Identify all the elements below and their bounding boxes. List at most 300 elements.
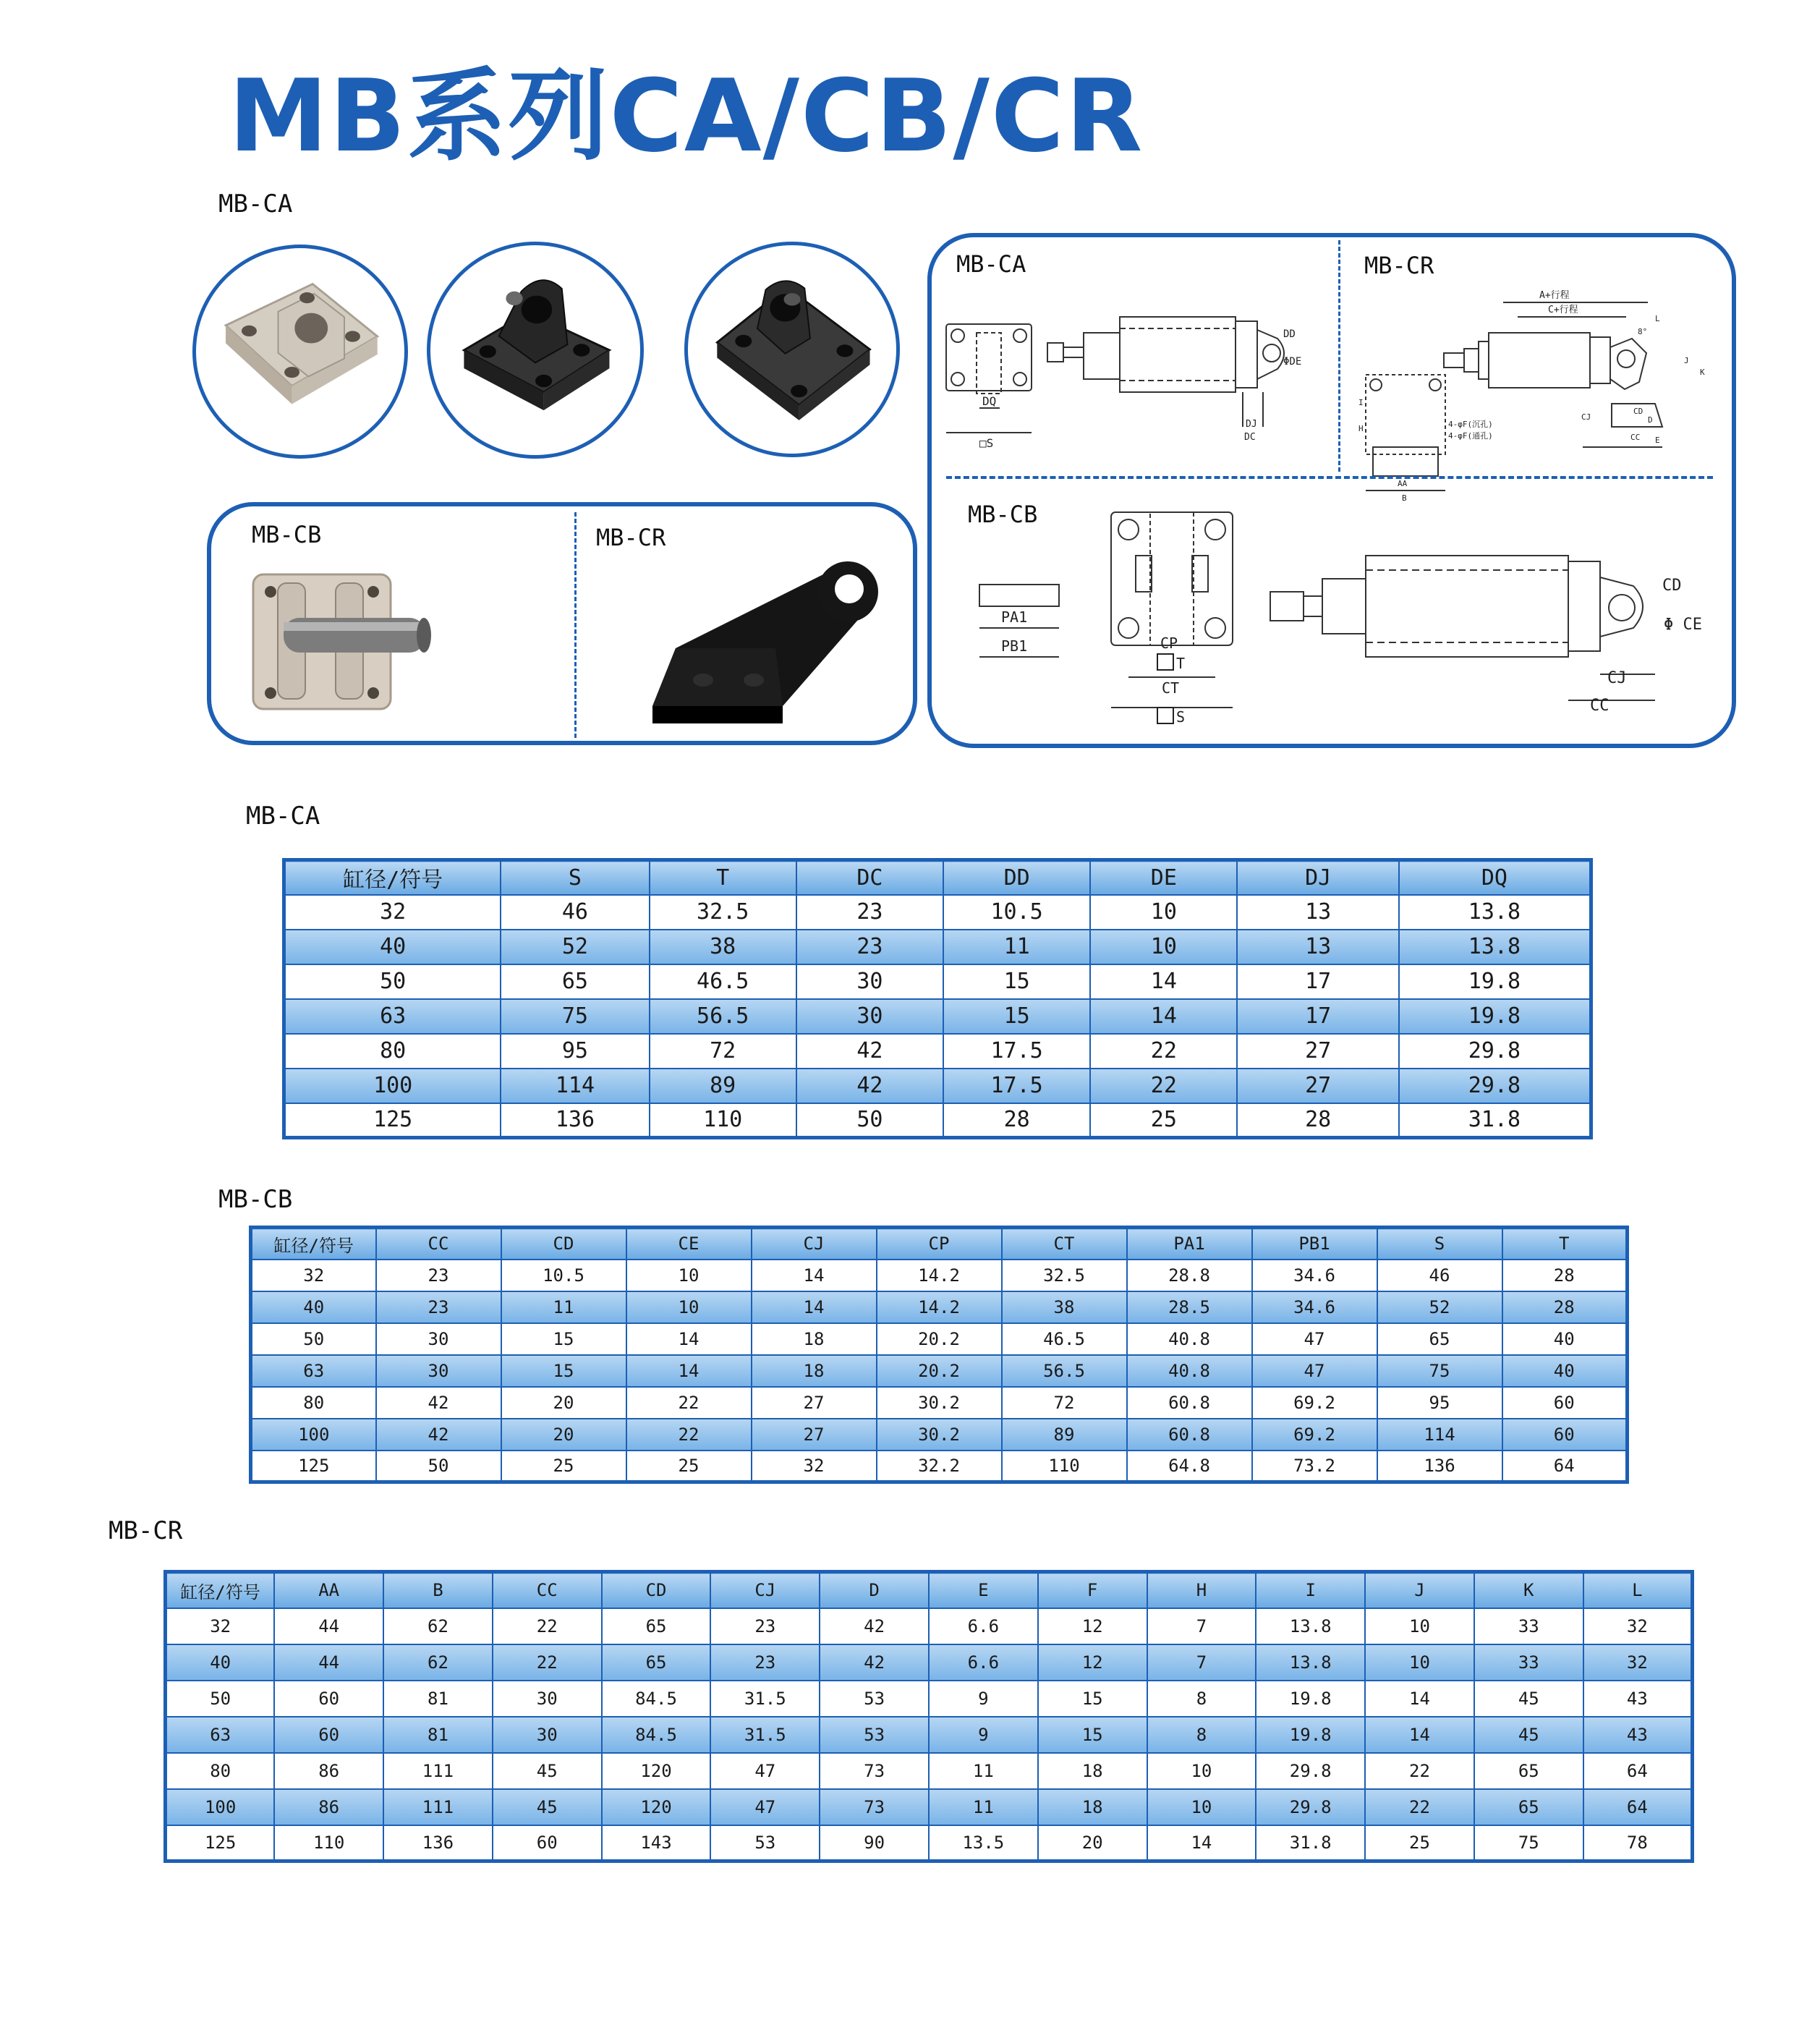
- drawing-panel-divider-v: [1338, 240, 1340, 472]
- table-cell: 89: [650, 1069, 796, 1103]
- table-cell: 13.8: [1256, 1644, 1365, 1681]
- table-cell: 23: [710, 1644, 820, 1681]
- table-cell: 27: [752, 1419, 877, 1451]
- column-header: E: [929, 1572, 1038, 1608]
- bore-size-cell: 32: [284, 895, 501, 930]
- bore-size-cell: 50: [166, 1681, 275, 1717]
- table-cell: 52: [1377, 1291, 1502, 1323]
- ca-s-text: □S: [979, 436, 994, 450]
- drawing-cb-label: MB-CB: [968, 501, 1038, 528]
- column-header: DD: [943, 860, 1090, 895]
- table-cell: 53: [820, 1681, 929, 1717]
- table-cell: 20: [1038, 1825, 1147, 1861]
- table-row: [251, 1291, 1628, 1323]
- table-cell: 31.5: [710, 1681, 820, 1717]
- table-cell: 10: [1147, 1753, 1256, 1789]
- table-row: [284, 999, 1591, 1034]
- table-cell: 32: [1583, 1608, 1693, 1644]
- bore-size-cell: 63: [166, 1717, 275, 1753]
- column-header: S: [1377, 1228, 1502, 1260]
- table-cell: 18: [1038, 1789, 1147, 1825]
- table-header-row: [251, 1228, 1628, 1260]
- technical-drawings-image: [932, 237, 1732, 744]
- table-row: [251, 1355, 1628, 1387]
- table-cell: 42: [376, 1419, 501, 1451]
- table-cell: 18: [752, 1355, 877, 1387]
- cr-cd-text: CD: [1633, 407, 1643, 416]
- table-cell: 42: [796, 1069, 943, 1103]
- table-cell: 28: [1237, 1103, 1398, 1138]
- table-cell: 27: [1237, 1069, 1398, 1103]
- ca-photo-beige: [192, 245, 408, 459]
- bore-size-cell: 125: [166, 1825, 275, 1861]
- table-cell: 11: [501, 1291, 626, 1323]
- table-cell: 46: [501, 895, 649, 930]
- table-cell: 8: [1147, 1681, 1256, 1717]
- table-row: [166, 1644, 1693, 1681]
- table-cell: 32.5: [1002, 1260, 1127, 1291]
- table-row: [284, 1069, 1591, 1103]
- column-header: 缸径/符号: [284, 860, 501, 895]
- cb-t-text: T: [1176, 655, 1186, 672]
- table-cell: 23: [376, 1291, 501, 1323]
- table-cell: 10: [626, 1291, 752, 1323]
- column-header: 缸径/符号: [166, 1572, 275, 1608]
- table-cell: 32.5: [650, 895, 796, 930]
- table-cell: 23: [710, 1608, 820, 1644]
- table-cell: 9: [929, 1717, 1038, 1753]
- table-cell: 34.6: [1252, 1291, 1377, 1323]
- column-header: T: [1502, 1228, 1628, 1260]
- table-cell: 28: [1502, 1260, 1628, 1291]
- bore-size-cell: 32: [166, 1608, 275, 1644]
- table-cell: 6.6: [929, 1644, 1038, 1681]
- table-cell: 111: [383, 1789, 493, 1825]
- cr-stroke1-text: A+行程: [1539, 290, 1570, 301]
- table-cell: 56.5: [650, 999, 796, 1034]
- table-cell: 136: [383, 1825, 493, 1861]
- table-row: [251, 1419, 1628, 1451]
- table-cell: 81: [383, 1681, 493, 1717]
- table-cell: 17.5: [943, 1069, 1090, 1103]
- table-cell: 78: [1583, 1825, 1693, 1861]
- cb-cp-text: CP: [1160, 634, 1178, 652]
- table-cell: 47: [1252, 1355, 1377, 1387]
- table-cell: 47: [1252, 1323, 1377, 1355]
- column-header: CE: [626, 1228, 752, 1260]
- table-cell: 60: [493, 1825, 602, 1861]
- cb-cj-text: CJ: [1607, 669, 1627, 687]
- table-cell: 30: [493, 1717, 602, 1753]
- bore-size-cell: 50: [284, 964, 501, 999]
- table-cell: 47: [710, 1753, 820, 1789]
- table-cell: 65: [1474, 1753, 1583, 1789]
- column-header: J: [1365, 1572, 1474, 1608]
- table-cell: 45: [493, 1789, 602, 1825]
- table-cell: 10: [1147, 1789, 1256, 1825]
- cr-b-text: B: [1402, 493, 1407, 503]
- column-header: DQ: [1399, 860, 1591, 895]
- table-cell: 14: [752, 1291, 877, 1323]
- table-cell: 22: [1365, 1753, 1474, 1789]
- table-cell: 42: [820, 1644, 929, 1681]
- table-cell: 14: [1365, 1681, 1474, 1717]
- table-cell: 15: [501, 1355, 626, 1387]
- table-cell: 40.8: [1127, 1323, 1252, 1355]
- cr-aa-text: AA: [1398, 479, 1408, 488]
- table-cell: 120: [602, 1753, 711, 1789]
- table-cell: 18: [752, 1323, 877, 1355]
- table-cell: 8: [1147, 1717, 1256, 1753]
- table-cell: 40: [1502, 1355, 1628, 1387]
- cr-j-text: J: [1684, 356, 1689, 365]
- table-cell: 62: [383, 1644, 493, 1681]
- cb-pb1-text: PB1: [1001, 637, 1028, 655]
- column-header: DE: [1090, 860, 1237, 895]
- table-cell: 30.2: [877, 1419, 1002, 1451]
- bore-size-cell: 63: [251, 1355, 376, 1387]
- table-cell: 31.8: [1256, 1825, 1365, 1861]
- table-cell: 10: [1365, 1608, 1474, 1644]
- ca-de-text: ΦDE: [1283, 356, 1302, 368]
- column-header: L: [1583, 1572, 1693, 1608]
- table-cell: 56.5: [1002, 1355, 1127, 1387]
- table-cell: 46: [1377, 1260, 1502, 1291]
- table-cell: 6.6: [929, 1608, 1038, 1644]
- bore-size-cell: 40: [284, 930, 501, 964]
- column-header: H: [1147, 1572, 1256, 1608]
- cr-hole1-text: 4-φF(沉孔): [1448, 420, 1493, 429]
- table-row: [251, 1387, 1628, 1419]
- table-cell: 73: [820, 1789, 929, 1825]
- column-header: CP: [877, 1228, 1002, 1260]
- table-cell: 114: [1377, 1419, 1502, 1451]
- table-cell: 19.8: [1256, 1681, 1365, 1717]
- cr-cc-text: CC: [1630, 433, 1641, 442]
- table-cell: 15: [943, 964, 1090, 999]
- photo-panel-divider: [574, 512, 577, 738]
- table-cell: 27: [1237, 1034, 1398, 1069]
- table-row: [284, 1034, 1591, 1069]
- cb-cr-photo-panel: [207, 502, 917, 745]
- table-cell: 114: [501, 1069, 649, 1103]
- table-cell: 20: [501, 1387, 626, 1419]
- drawing-panel-divider-h: [946, 476, 1713, 479]
- bore-size-cell: 32: [251, 1260, 376, 1291]
- table-cell: 38: [650, 930, 796, 964]
- table-cell: 65: [602, 1608, 711, 1644]
- table-cell: 46.5: [650, 964, 796, 999]
- table-cell: 17.5: [943, 1034, 1090, 1069]
- table-cell: 14.2: [877, 1291, 1002, 1323]
- table-cell: 12: [1038, 1644, 1147, 1681]
- table-cell: 10.5: [501, 1260, 626, 1291]
- bore-size-cell: 125: [251, 1451, 376, 1482]
- table-cell: 15: [1038, 1681, 1147, 1717]
- cb-s-text: S: [1176, 708, 1186, 726]
- table-ca: [282, 858, 1593, 1139]
- column-header: AA: [274, 1572, 383, 1608]
- cb-cd-text: CD: [1662, 577, 1682, 595]
- bore-size-cell: 100: [284, 1069, 501, 1103]
- drawing-panel: [927, 233, 1736, 748]
- table-cell: 64.8: [1127, 1451, 1252, 1482]
- table-cell: 65: [501, 964, 649, 999]
- table-cell: 25: [501, 1451, 626, 1482]
- table-cell: 90: [820, 1825, 929, 1861]
- table-cell: 9: [929, 1681, 1038, 1717]
- table-cell: 75: [501, 999, 649, 1034]
- table-cell: 14: [626, 1355, 752, 1387]
- table-cell: 28: [1502, 1291, 1628, 1323]
- table-cell: 75: [1474, 1825, 1583, 1861]
- table-row: [284, 1103, 1591, 1138]
- table-cell: 7: [1147, 1608, 1256, 1644]
- table-cell: 42: [376, 1387, 501, 1419]
- table-cell: 14: [1147, 1825, 1256, 1861]
- table-cell: 14.2: [877, 1260, 1002, 1291]
- column-header: DC: [796, 860, 943, 895]
- bore-size-cell: 100: [251, 1419, 376, 1451]
- table-cell: 43: [1583, 1681, 1693, 1717]
- table-cell: 45: [1474, 1717, 1583, 1753]
- column-header: CJ: [752, 1228, 877, 1260]
- table-cell: 30: [376, 1355, 501, 1387]
- table-cell: 28: [943, 1103, 1090, 1138]
- table-cell: 84.5: [602, 1717, 711, 1753]
- table-cell: 30.2: [877, 1387, 1002, 1419]
- table-cell: 20: [501, 1419, 626, 1451]
- table-cell: 18: [1038, 1753, 1147, 1789]
- cr-l-text: L: [1655, 314, 1660, 323]
- table-cell: 33: [1474, 1608, 1583, 1644]
- table-cell: 31.8: [1399, 1103, 1591, 1138]
- table-cell: 22: [1090, 1034, 1237, 1069]
- table-row: [284, 930, 1591, 964]
- table-cell: 45: [1474, 1681, 1583, 1717]
- bore-size-cell: 63: [284, 999, 501, 1034]
- bore-size-cell: 125: [284, 1103, 501, 1138]
- table-cell: 20.2: [877, 1323, 1002, 1355]
- cb-ct-text: CT: [1162, 679, 1180, 697]
- cr-h-text: H: [1358, 424, 1364, 433]
- table-cell: 53: [820, 1717, 929, 1753]
- column-header: CC: [376, 1228, 501, 1260]
- table-cell: 110: [650, 1103, 796, 1138]
- table-ca-label: MB-CA: [246, 802, 320, 831]
- table-cr: [163, 1570, 1694, 1863]
- table-cb-label: MB-CB: [218, 1185, 293, 1214]
- table-cell: 65: [602, 1644, 711, 1681]
- column-header: PB1: [1252, 1228, 1377, 1260]
- table-cell: 60: [1502, 1419, 1628, 1451]
- table-cr-label: MB-CR: [109, 1516, 183, 1545]
- table-cell: 136: [501, 1103, 649, 1138]
- table-cell: 14: [1365, 1717, 1474, 1753]
- table-cell: 86: [274, 1789, 383, 1825]
- table-cell: 7: [1147, 1644, 1256, 1681]
- table-cell: 30: [796, 964, 943, 999]
- table-cell: 29.8: [1399, 1034, 1591, 1069]
- ca-bracket-beige-image: [196, 248, 404, 455]
- table-cell: 19.8: [1399, 964, 1591, 999]
- cb-ce-text: Φ CE: [1664, 616, 1702, 634]
- table-cell: 28.8: [1127, 1260, 1252, 1291]
- table-cell: 38: [1002, 1291, 1127, 1323]
- table-cell: 69.2: [1252, 1387, 1377, 1419]
- column-header: CD: [501, 1228, 626, 1260]
- table-cell: 30: [493, 1681, 602, 1717]
- cr-e-text: E: [1655, 436, 1660, 445]
- table-cell: 120: [602, 1789, 711, 1825]
- table-cell: 27: [752, 1387, 877, 1419]
- table-cell: 43: [1583, 1717, 1693, 1753]
- table-cell: 10: [1365, 1644, 1474, 1681]
- table-cell: 34.6: [1252, 1260, 1377, 1291]
- table-cell: 29.8: [1256, 1753, 1365, 1789]
- table-cell: 22: [1365, 1789, 1474, 1825]
- column-header: CT: [1002, 1228, 1127, 1260]
- drawing-ca-label: MB-CA: [956, 250, 1026, 278]
- table-cell: 30: [796, 999, 943, 1034]
- table-cell: 22: [493, 1644, 602, 1681]
- table-cell: 65: [1377, 1323, 1502, 1355]
- table-cell: 50: [796, 1103, 943, 1138]
- table-cell: 46.5: [1002, 1323, 1127, 1355]
- table-cell: 31.5: [710, 1717, 820, 1753]
- table-cell: 60: [1502, 1387, 1628, 1419]
- table-cell: 13.8: [1399, 930, 1591, 964]
- table-cell: 13.8: [1256, 1608, 1365, 1644]
- table-cell: 13.5: [929, 1825, 1038, 1861]
- table-cell: 95: [1377, 1387, 1502, 1419]
- table-cell: 52: [501, 930, 649, 964]
- table-cell: 110: [274, 1825, 383, 1861]
- cb-pa1-text: PA1: [1001, 608, 1028, 626]
- column-header: B: [383, 1572, 493, 1608]
- ca-bracket-black-image-2: [688, 245, 896, 454]
- table-cell: 23: [796, 895, 943, 930]
- table-cell: 45: [493, 1753, 602, 1789]
- table-cell: 14: [1090, 964, 1237, 999]
- table-cell: 62: [383, 1608, 493, 1644]
- column-header: F: [1038, 1572, 1147, 1608]
- table-cell: 10: [1090, 895, 1237, 930]
- cr-d-text: D: [1648, 415, 1653, 425]
- table-cell: 60.8: [1127, 1387, 1252, 1419]
- photo-panel-cr-label: MB-CR: [596, 524, 666, 551]
- table-cell: 20.2: [877, 1355, 1002, 1387]
- table-cell: 75: [1377, 1355, 1502, 1387]
- table-cell: 15: [501, 1323, 626, 1355]
- table-cell: 19.8: [1256, 1717, 1365, 1753]
- table-cell: 23: [796, 930, 943, 964]
- ca-photo-black-1: [427, 242, 644, 459]
- table-cell: 22: [626, 1419, 752, 1451]
- table-cell: 40: [1502, 1323, 1628, 1355]
- table-cell: 95: [501, 1034, 649, 1069]
- photo-panel-cb-label: MB-CB: [252, 521, 322, 548]
- cr-cj-text: CJ: [1581, 412, 1591, 422]
- ca-dj-text: DJ: [1246, 419, 1257, 430]
- table-cell: 11: [929, 1753, 1038, 1789]
- table-cell: 25: [626, 1451, 752, 1482]
- table-cell: 72: [1002, 1387, 1127, 1419]
- table-cell: 15: [1038, 1717, 1147, 1753]
- column-header: CJ: [710, 1572, 820, 1608]
- bore-size-cell: 40: [251, 1291, 376, 1323]
- table-cell: 42: [820, 1608, 929, 1644]
- table-cell: 11: [943, 930, 1090, 964]
- table-cell: 47: [710, 1789, 820, 1825]
- table-cell: 136: [1377, 1451, 1502, 1482]
- cb-cc-text: CC: [1590, 697, 1609, 715]
- table-cell: 14: [1090, 999, 1237, 1034]
- table-cell: 22: [1090, 1069, 1237, 1103]
- table-cell: 33: [1474, 1644, 1583, 1681]
- table-cell: 143: [602, 1825, 711, 1861]
- table-row: [166, 1789, 1693, 1825]
- drawing-cr-label: MB-CR: [1364, 252, 1434, 279]
- table-cell: 17: [1237, 999, 1398, 1034]
- table-cell: 14: [626, 1323, 752, 1355]
- cr-hole2-text: 4-φF(通孔): [1448, 431, 1493, 441]
- cr-deg-text: 8°: [1638, 327, 1648, 336]
- table-row: [166, 1753, 1693, 1789]
- table-cell: 17: [1237, 964, 1398, 999]
- ca-photo-black-2: [684, 242, 900, 457]
- column-header: T: [650, 860, 796, 895]
- table-cell: 73: [820, 1753, 929, 1789]
- bore-size-cell: 40: [166, 1644, 275, 1681]
- table-cell: 73.2: [1252, 1451, 1377, 1482]
- column-header: DJ: [1237, 860, 1398, 895]
- table-cell: 14: [752, 1260, 877, 1291]
- table-cell: 30: [376, 1323, 501, 1355]
- table-cell: 44: [274, 1608, 383, 1644]
- table-cell: 11: [929, 1789, 1038, 1825]
- table-header-row: [166, 1572, 1693, 1608]
- table-cell: 72: [650, 1034, 796, 1069]
- table-cell: 60.8: [1127, 1419, 1252, 1451]
- column-header: CD: [602, 1572, 711, 1608]
- table-cell: 60: [274, 1717, 383, 1753]
- table-cell: 28.5: [1127, 1291, 1252, 1323]
- table-row: [166, 1717, 1693, 1753]
- bore-size-cell: 80: [284, 1034, 501, 1069]
- table-cell: 111: [383, 1753, 493, 1789]
- table-cell: 32: [752, 1451, 877, 1482]
- table-cb: [249, 1226, 1629, 1484]
- table-cell: 10: [1090, 930, 1237, 964]
- table-row: [166, 1608, 1693, 1644]
- column-header: I: [1256, 1572, 1365, 1608]
- table-cell: 12: [1038, 1608, 1147, 1644]
- table-cell: 53: [710, 1825, 820, 1861]
- table-cell: 32: [1583, 1644, 1693, 1681]
- table-cell: 84.5: [602, 1681, 711, 1717]
- table-row: [284, 964, 1591, 999]
- table-cell: 110: [1002, 1451, 1127, 1482]
- table-cell: 81: [383, 1717, 493, 1753]
- table-cell: 69.2: [1252, 1419, 1377, 1451]
- table-cell: 15: [943, 999, 1090, 1034]
- cr-i-text: I: [1358, 398, 1364, 407]
- column-header: PA1: [1127, 1228, 1252, 1260]
- column-header: 缸径/符号: [251, 1228, 376, 1260]
- table-cell: 64: [1583, 1753, 1693, 1789]
- table-cell: 42: [796, 1034, 943, 1069]
